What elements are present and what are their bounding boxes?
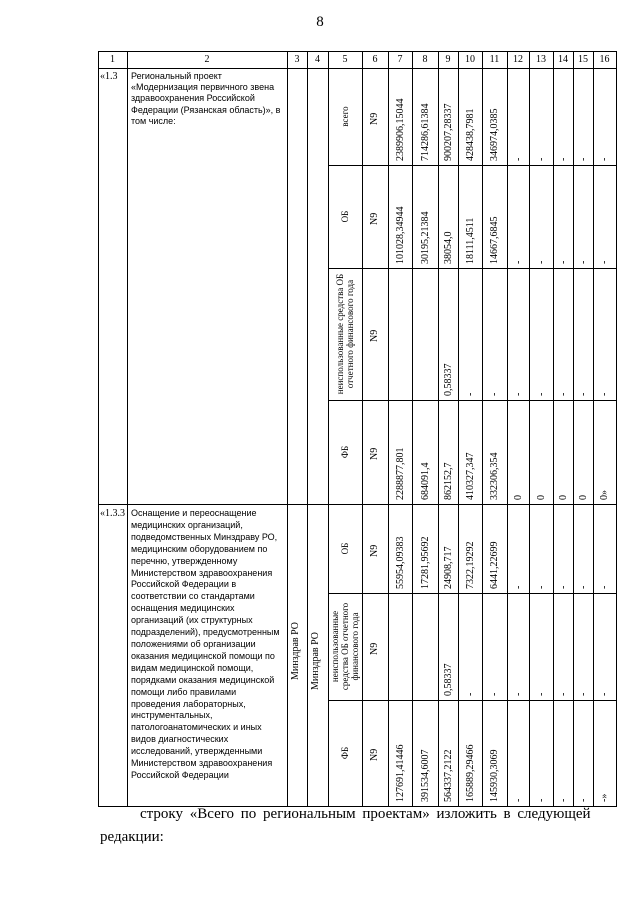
value-cell: -» [599,793,610,802]
value-cell: 332306,354 [489,452,500,500]
value-cell: 714286,61384 [419,103,431,161]
value-cell: - [557,392,569,396]
budget-code: N9 [369,212,380,225]
value-cell: 900207,28337 [442,103,454,161]
grid-line [98,51,99,806]
value-cell: 127691,41446 [394,744,406,802]
value-cell: 18111,4511 [464,217,476,264]
page-number: 8 [316,14,324,30]
value-cell: - [464,392,476,396]
column-header-14: 14 [558,54,568,65]
grid-line [287,51,288,806]
column-header-3: 3 [294,54,300,65]
funding-source-label: ОБ [340,210,350,223]
column-header-16: 16 [599,54,610,65]
value-cell: 684091,4 [419,462,431,500]
column-header-9: 9 [445,54,451,65]
budget-code: N9 [369,544,380,557]
grid-line [98,68,617,69]
value-cell: - [577,392,589,396]
value-cell: 0 [512,495,524,500]
value-cell: 2288877,801 [394,447,406,500]
column-header-11: 11 [489,54,500,65]
value-cell: 862152,7 [442,462,454,500]
value-cell: 30195,21384 [419,211,431,264]
column-header-6: 6 [372,54,378,65]
value-cell: 0» [599,490,610,500]
funding-source-label: всего [340,106,350,127]
column-header-12: 12 [513,54,523,65]
value-cell: - [512,260,524,264]
column-header-5: 5 [342,54,348,65]
row-number: «1.3 [100,71,118,82]
value-cell: 7322,19292 [464,541,476,589]
row-description: Оснащение и переоснащение медицинских организаций, подведомственных Минздраву РО, медицинским оборудованием по перечню, утвержденному Министерством здравоохранения Российской Федерации в соответствии со стандартами оснащения медицинских организаций (их структурных подразделений), предусмотренным положениями об организации оказания медицинской помощи по видам медицинской помощи, порядками оказания медицинской помощи либо правилами проведения лабораторных, инструментальных, патологоанатомических и иных видов диагностических исследований, утвержденными Министерством здравоохранения Российской Федерации [131,508,280,780]
value-cell: - [535,157,547,161]
value-cell: 428438,7981 [464,108,476,161]
value-cell: 0 [535,495,547,500]
value-cell: - [512,392,524,396]
value-cell: 17281,95692 [419,536,431,589]
grid-line [328,593,617,594]
value-cell: 6441,22699 [489,541,500,589]
value-cell: 0 [577,495,589,500]
value-cell: - [535,798,547,802]
grid-line [328,165,617,166]
column-header-15: 15 [578,54,588,65]
value-cell: - [557,798,569,802]
value-cell: - [599,260,610,264]
column-header-10: 10 [465,54,475,65]
value-cell: 410327,347 [464,452,476,500]
column-header-4: 4 [315,54,320,65]
value-cell: - [489,392,500,396]
grid-line [328,400,617,401]
grid-line [328,268,617,269]
value-cell: 55954,09383 [394,536,406,589]
funding-source-label: ФБ [340,445,350,459]
value-cell: - [577,157,589,161]
value-cell: - [577,585,589,589]
value-cell: - [599,692,610,696]
value-cell: 145930,3069 [489,749,500,802]
budget-code: N9 [369,447,380,460]
value-cell: - [577,260,589,264]
value-cell: - [535,260,547,264]
value-cell: - [577,798,589,802]
value-cell: 165889,29466 [464,744,476,802]
value-cell: 346974,0385 [489,108,500,161]
value-cell: - [535,692,547,696]
executor-label: Минздрав РО [310,631,321,690]
column-header-13: 13 [536,54,546,65]
grid-line [127,51,128,806]
value-cell: - [557,585,569,589]
value-cell: - [464,692,476,696]
value-cell: - [512,692,524,696]
value-cell: 0,58337 [442,363,454,396]
budget-code: N9 [369,748,380,761]
value-cell: 0 [557,495,569,500]
grid-line [98,51,617,52]
value-cell: - [599,157,610,161]
footer-text-line-2: редакции: [100,829,164,845]
value-cell: 14667,6845 [489,216,500,264]
column-header-8: 8 [422,54,428,65]
grid-line [98,504,617,505]
value-cell: - [599,585,610,589]
column-header-1: 1 [110,54,115,65]
value-cell: 564337,2122 [442,749,454,802]
value-cell: - [512,585,524,589]
value-cell: - [489,692,500,696]
value-cell: - [557,260,569,264]
value-cell: - [599,392,610,396]
value-cell: 38054,0 [442,231,454,264]
value-cell: 24908,717 [442,546,454,589]
value-cell: 0,58337 [442,663,454,696]
row-description: Региональный проект «Модернизация первичного звена здравоохранения Российской Федерации (Рязанская область)», в том числе: [131,71,281,126]
value-cell: - [535,392,547,396]
value-cell: - [557,157,569,161]
value-cell: - [512,157,524,161]
executor-label: Минздрав РО [290,621,301,680]
funding-source-label: ФБ [340,746,350,760]
budget-code: N9 [369,642,380,655]
footer-text-line-1: строку «Всего по региональным проектам» изложить в следующей [140,806,591,822]
budget-code: N9 [369,329,380,342]
column-header-7: 7 [397,54,403,65]
value-cell: 2389906,15044 [394,98,406,161]
value-cell: 101028,34944 [394,206,406,264]
funding-source-label: неиспользованные средства ОБ отчетного финансового года [335,273,355,395]
value-cell: - [557,692,569,696]
funding-source-label: ОБ [340,542,350,555]
column-header-2: 2 [204,54,210,65]
grid-line [307,51,308,806]
value-cell: - [512,798,524,802]
funding-source-label: неиспользованные средства ОБ отчетного финансового года [330,602,360,691]
value-cell: 391534,6007 [419,749,431,802]
value-cell: - [535,585,547,589]
grid-line [328,700,617,701]
budget-code: N9 [369,112,380,125]
value-cell: - [577,692,589,696]
row-number: «1.3.3 [100,508,125,519]
